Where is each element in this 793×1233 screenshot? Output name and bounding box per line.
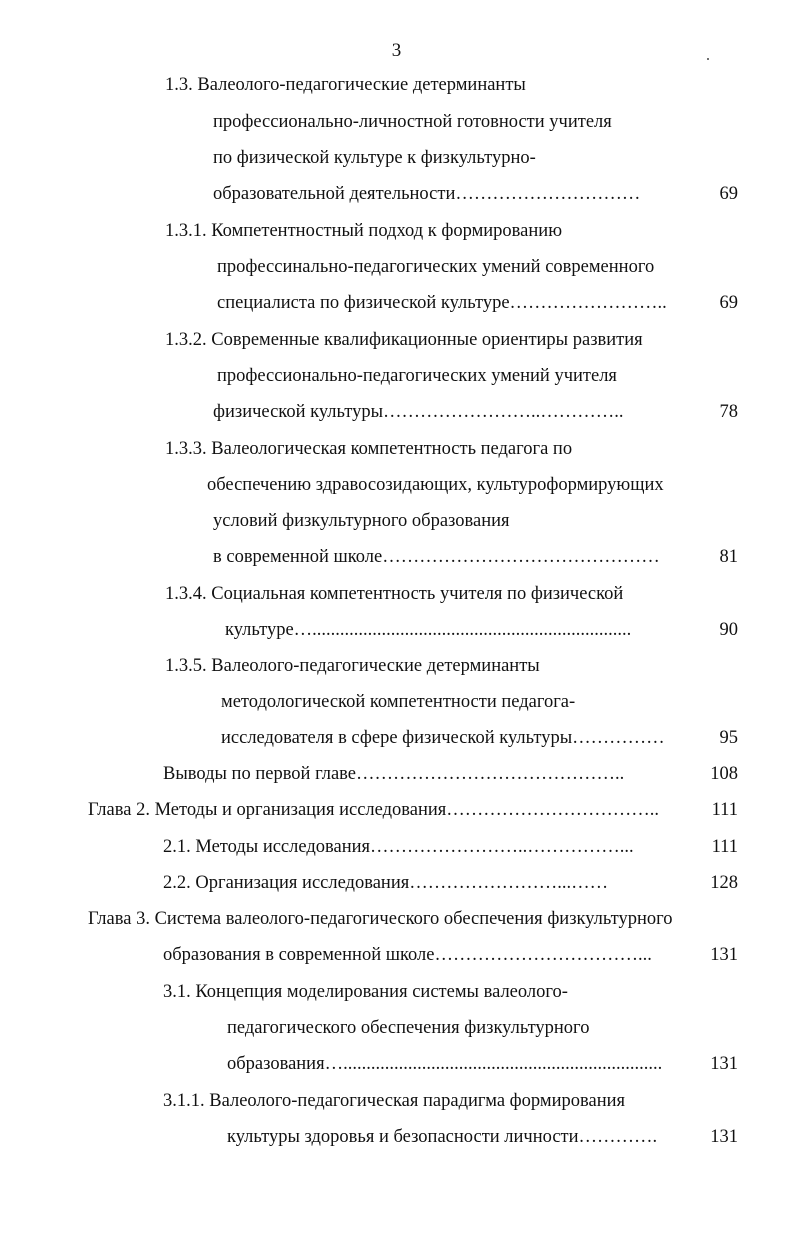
toc-line: обеспечению здравосозидающих, культуроформирующих: [207, 475, 664, 495]
toc-page-number: 90: [719, 620, 738, 640]
toc-line: 1.3.4. Социальная компетентность учителя по физической: [165, 584, 624, 604]
toc-line: в современной школе………………………………………: [213, 547, 660, 567]
toc-page-number: 131: [710, 1054, 738, 1074]
toc-line: Глава 2. Методы и организация исследования……………………………..: [88, 800, 660, 820]
toc-line: образования в современной школе……………………………...: [163, 945, 652, 965]
toc-page-number: 111: [711, 837, 738, 857]
toc-line: физической культуры……………………..…………..: [213, 402, 624, 422]
toc-line: 3.1.1. Валеолого-педагогическая парадигма формирования: [163, 1091, 626, 1111]
toc-page-number: 128: [710, 873, 738, 893]
toc-page-number: 69: [719, 184, 738, 204]
toc-line: педагогического обеспечения физкультурного: [227, 1018, 590, 1038]
toc-line: методологической компетентности педагога-: [221, 692, 576, 712]
toc-line: 2.2. Организация исследования……………………...……: [163, 873, 609, 893]
toc-line: культуре….....................................................................: [225, 620, 632, 640]
toc-page-number: 81: [719, 547, 738, 567]
toc-line: Выводы по первой главе……………………………………..: [163, 764, 625, 784]
toc-line: 1.3.2. Современные квалификационные ориентиры развития: [165, 330, 643, 350]
toc-line: Глава 3. Система валеолого-педагогического обеспечения физкультурного: [88, 909, 673, 929]
toc-line: профессионально-личностной готовности учителя: [213, 112, 612, 132]
toc-page-number: 131: [710, 945, 738, 965]
toc-line: 1.3.5. Валеолого-педагогические детерминанты: [165, 656, 540, 676]
toc-page-number: 108: [710, 764, 738, 784]
toc-line: по физической культуре к физкультурно-: [213, 148, 536, 168]
toc-line: 2.1. Методы исследования……………………..……………...: [163, 837, 634, 857]
toc-line: 1.3.1. Компетентностный подход к формированию: [165, 221, 563, 241]
toc-line: образовательной деятельности…………………………: [213, 184, 641, 204]
page-number: 3: [391, 40, 402, 61]
toc-page-number: 95: [719, 728, 738, 748]
toc-page-number: 69: [719, 293, 738, 313]
toc-line: образования….....................................................................: [227, 1054, 663, 1074]
toc-line: 3.1. Концепция моделирования системы валеолого-: [163, 982, 568, 1002]
toc-line: специалиста по физической культуре……………………..: [217, 293, 667, 313]
toc-line: профессионально-педагогических умений учителя: [217, 366, 617, 386]
toc-line: 1.3.3. Валеологическая компетентность педагога по: [165, 439, 573, 459]
toc-line: исследователя в сфере физической культуры……………: [221, 728, 665, 748]
scan-speck: [707, 58, 709, 60]
toc-line: культуры здоровья и безопасности личности………….: [227, 1127, 658, 1147]
toc-page-number: 111: [711, 800, 738, 820]
toc-line: условий физкультурного образования: [213, 511, 510, 531]
toc-line: профессинально-педагогических умений современного: [217, 257, 655, 277]
toc-page-number: 78: [719, 402, 738, 422]
toc-line: 1.3. Валеолого-педагогические детерминанты: [165, 75, 526, 95]
toc-page-number: 131: [710, 1127, 738, 1147]
